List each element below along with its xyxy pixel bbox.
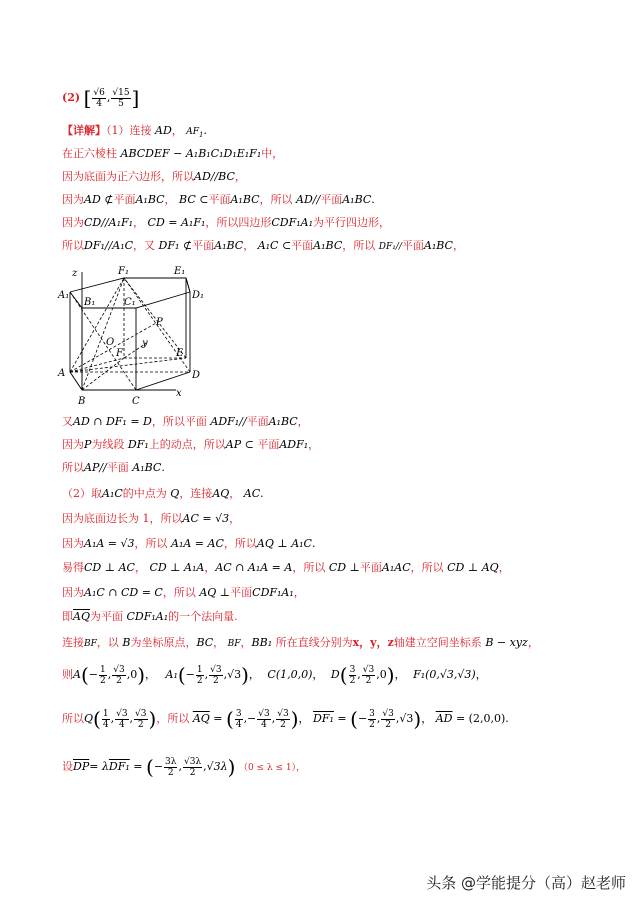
svg-text:A: A (58, 368, 66, 379)
detail-line-6: 所以DF₁//A₁C，又 DF₁ ⊄平面A₁BC， A₁C ⊂平面A₁BC，所以 DF₁//平面A₁BC， (62, 239, 464, 252)
dp-line: 设$\overline{DP}= \lambda DF_1$ = (− $\frac{3\lambda}{2}$ , $\frac{√3\lambda}{2}$ ,√3λ) （0 ≤ λ ≤ 1）， (62, 755, 306, 779)
svg-text:E₁: E₁ (174, 266, 186, 277)
svg-text:A₁: A₁ (58, 290, 70, 301)
detail-line-4: 因为AD ⊄平面A₁BC， BC ⊂平面A₁BC，所以 AD//平面A₁BC. (62, 193, 375, 206)
detail-line-7: 又AD ∩ DF₁ = D，所以平面 ADF₁//平面A₁BC， (62, 415, 309, 428)
coords-line: 则A(− $\frac{1}{2}$ , $\frac{√3}{2}$ ,0)， A₁(− $\frac{1}{2}$ , $\frac{√3}{2}$ ,√3)， C(1,0,0)， D( $\frac{3}{2}$ , $\frac{√3}{2}$ ,0)， F₁(0,√3,√3)， (62, 663, 487, 687)
part2-line-2: 因为底面边长为 1，所以AC = √3， (62, 512, 241, 525)
svg-text:D₁: D₁ (192, 290, 205, 301)
vectors-line: 所以Q( $\frac{1}{4}$ , $\frac{√3}{4}$ , $\frac{√3}{2}$ )，所以 $\overline{AQ}$ = ( $\frac{3}{4}$ ,− $\frac{√3}{4}$ , $\frac{√3}{2}$ )， DF₁ = (− $\frac{3}{2}$ , $\frac{√3}{2}$ ,√3)， $\overline{AD} = (2,0,0)$. (62, 707, 509, 731)
part2-line-4: 易得CD ⊥ AC， CD ⊥ A₁A，AC ∩ A₁A = A，所以 CD ⊥平面A₁AC，所以 CD ⊥ AQ， (62, 561, 510, 574)
svg-text:E: E (176, 348, 184, 359)
answer-part2: (2) [ $\frac{√6}{4}$ , $\frac{√15}{5}$ ] (62, 86, 140, 110)
svg-text:D: D (192, 370, 201, 381)
part2-line-3: 因为A₁A = √3，所以 A₁A = AC，所以AQ ⊥ A₁C. (62, 537, 316, 550)
svg-text:O: O (106, 337, 115, 348)
svg-text:x: x (176, 388, 182, 399)
detail-line-3: 因为底面为正六边形，所以AD//BC， (62, 170, 246, 183)
watermark: 头条 @学能提分（高）赵老师 (426, 874, 626, 892)
svg-text:F₁: F₁ (118, 266, 129, 277)
svg-text:z: z (72, 268, 78, 279)
detail-line-9: 所以AP//平面 A₁BC. (62, 461, 165, 474)
part2-line-1: （2）取A₁C的中点为 Q，连接AQ， AC. (62, 487, 264, 500)
svg-text:B₁: B₁ (84, 297, 96, 308)
part2-line-6: 即$\overline{AQ}$为平面 CDF₁A₁的一个法向量. (62, 610, 238, 623)
svg-text:B: B (78, 396, 86, 407)
part2-line-5: 因为A₁C ∩ CD = C，所以 AQ ⊥平面CDF₁A₁， (62, 586, 305, 599)
part2-line-7: 连接BF，以 B为坐标原点，BC， BF，BB₁ 所在直线分别为x，y，z轴建立空间坐标系 B − xyz， (62, 636, 539, 649)
svg-text:y: y (142, 338, 148, 349)
svg-text:C₁: C₁ (124, 297, 136, 308)
detail-line-8: 因为P为线段 DF₁上的动点，所以AP ⊂ 平面ADF₁， (62, 438, 320, 451)
svg-text:C: C (132, 396, 140, 407)
svg-text:P: P (156, 317, 163, 328)
detail-line-1: 【详解】（1）连接 AD， $AF_1$. (62, 124, 207, 140)
detail-line-5: 因为CD//A₁F₁， CD = A₁F₁，所以四边形CDF₁A₁为平行四边形， (62, 216, 391, 229)
detail-line-2: 在正六棱柱 ABCDEF − A₁B₁C₁D₁E₁F₁中， (62, 147, 284, 160)
prism-diagram (56, 262, 216, 408)
svg-text:F: F (116, 348, 123, 359)
